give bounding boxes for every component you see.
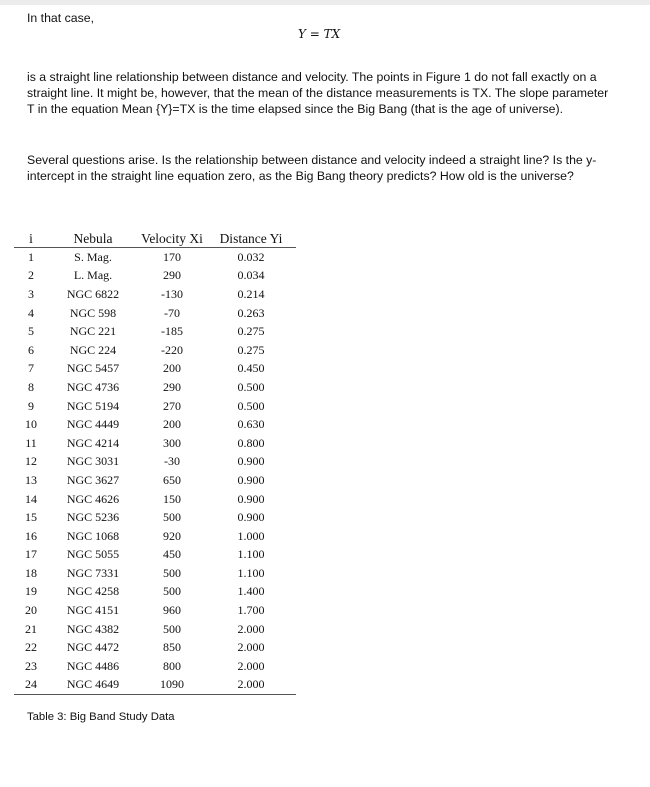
cell-nebula: NGC 4382 xyxy=(66,621,120,636)
table-caption: Table 3: Big Band Study Data xyxy=(27,711,175,723)
cell-distance: 1.400 xyxy=(237,584,265,599)
paragraph-2: Several questions arise. Is the relationship between distance and velocity indeed a straight line? Is the y-intercept in the straight line equation zero, as the Big Bang theory predicts? How old is the universe? xyxy=(27,153,597,183)
table-row xyxy=(14,564,296,583)
table-row xyxy=(14,527,296,546)
header-nebula: Nebula xyxy=(48,230,138,248)
cell-i: 16 xyxy=(25,528,37,543)
cell-nebula: NGC 598 xyxy=(69,305,117,320)
cell-velocity: 300 xyxy=(163,435,181,450)
cell-velocity: 290 xyxy=(163,379,181,394)
cell-distance: 2.000 xyxy=(206,676,296,695)
cell-distance: 0.800 xyxy=(237,435,265,450)
cell-distance: 0.500 xyxy=(237,398,265,413)
cell-velocity: 290 xyxy=(163,268,181,283)
header-i: i xyxy=(14,230,48,248)
cell-nebula: NGC 4649 xyxy=(48,676,138,695)
cell-nebula: NGC 4736 xyxy=(66,379,120,394)
cell-distance: 0.900 xyxy=(237,491,265,506)
table-row xyxy=(14,620,296,639)
cell-nebula: S. Mag. xyxy=(74,249,112,264)
cell-distance: 0.900 xyxy=(237,510,265,525)
cell-velocity: 500 xyxy=(163,565,181,580)
cell-i: 20 xyxy=(25,603,37,618)
cell-velocity: 850 xyxy=(163,640,181,655)
table-row xyxy=(14,304,296,323)
table-header-row xyxy=(14,230,296,248)
cell-nebula: NGC 5055 xyxy=(66,547,120,562)
table-row xyxy=(14,248,296,267)
cell-i: 13 xyxy=(25,472,37,487)
table-body xyxy=(14,248,296,695)
cell-nebula: NGC 5457 xyxy=(66,361,120,376)
cell-distance: 2.000 xyxy=(237,658,265,673)
table-row xyxy=(14,397,296,416)
cell-i: 22 xyxy=(25,640,37,655)
top-edge-bar xyxy=(0,0,650,5)
paragraph-1: is a straight line relationship between distance and velocity. The points in Figure 1 do not fall exactly on a straight line. It might be, however, that the mean of the distance measurements is TX. The slope parameter T in the equation Mean {Y}=TX is the time elapsed since the Big Bang (that is the age of universe). xyxy=(27,70,609,116)
intro-text: In that case, xyxy=(27,11,94,25)
cell-velocity: 500 xyxy=(163,621,181,636)
cell-velocity: 500 xyxy=(163,584,181,599)
table-row xyxy=(14,415,296,434)
cell-distance: 1.100 xyxy=(237,547,265,562)
cell-velocity: -185 xyxy=(161,324,183,339)
cell-nebula: NGC 3031 xyxy=(66,454,120,469)
cell-i: 11 xyxy=(25,435,37,450)
cell-distance: 0.275 xyxy=(237,342,265,357)
cell-nebula: NGC 4486 xyxy=(66,658,120,673)
cell-velocity: 270 xyxy=(163,398,181,413)
cell-velocity: 800 xyxy=(163,658,181,673)
equation: Y = TX xyxy=(298,27,341,41)
cell-i: 15 xyxy=(25,510,37,525)
cell-distance: 2.000 xyxy=(237,640,265,655)
cell-distance: 0.500 xyxy=(237,379,265,394)
cell-i: 21 xyxy=(25,621,37,636)
table-row xyxy=(14,638,296,657)
cell-nebula: NGC 221 xyxy=(69,324,117,339)
cell-velocity: 920 xyxy=(163,528,181,543)
cell-distance: 0.275 xyxy=(237,324,265,339)
cell-nebula: NGC 4626 xyxy=(66,491,120,506)
table-row xyxy=(14,676,296,695)
cell-nebula: NGC 6822 xyxy=(66,286,120,301)
cell-i: 9 xyxy=(28,398,34,413)
cell-velocity: 200 xyxy=(163,361,181,376)
cell-i: 24 xyxy=(14,676,48,695)
cell-nebula: NGC 4449 xyxy=(66,417,120,432)
cell-velocity: 150 xyxy=(163,491,181,506)
cell-distance: 1.700 xyxy=(237,603,265,618)
cell-velocity: 500 xyxy=(163,510,181,525)
table-row xyxy=(14,267,296,286)
cell-nebula: NGC 224 xyxy=(69,342,117,357)
table-row xyxy=(14,471,296,490)
header-distance: Distance Yi xyxy=(206,230,296,248)
cell-distance: 0.032 xyxy=(237,249,265,264)
table-row xyxy=(14,341,296,360)
cell-distance: 0.214 xyxy=(237,286,265,301)
cell-velocity: 1090 xyxy=(138,676,206,695)
table-row xyxy=(14,601,296,620)
table-row xyxy=(14,285,296,304)
cell-distance: 0.630 xyxy=(237,417,265,432)
cell-nebula: NGC 4214 xyxy=(66,435,120,450)
cell-velocity: 650 xyxy=(163,472,181,487)
cell-nebula: NGC 5236 xyxy=(66,510,120,525)
cell-velocity: -220 xyxy=(161,342,183,357)
cell-i: 19 xyxy=(25,584,37,599)
cell-i: 8 xyxy=(28,379,34,394)
cell-i: 5 xyxy=(28,324,34,339)
cell-i: 18 xyxy=(25,565,37,580)
cell-i: 3 xyxy=(28,286,34,301)
cell-velocity: 450 xyxy=(163,547,181,562)
cell-distance: 1.100 xyxy=(237,565,265,580)
cell-velocity: -70 xyxy=(164,305,180,320)
cell-nebula: NGC 4258 xyxy=(66,584,120,599)
cell-i: 4 xyxy=(28,305,34,320)
cell-i: 17 xyxy=(25,547,37,562)
cell-i: 12 xyxy=(25,454,37,469)
cell-distance: 0.900 xyxy=(237,454,265,469)
cell-velocity: 960 xyxy=(163,603,181,618)
table-row xyxy=(14,490,296,509)
cell-i: 6 xyxy=(28,342,34,357)
cell-distance: 1.000 xyxy=(237,528,265,543)
cell-i: 1 xyxy=(28,249,34,264)
cell-nebula: NGC 5194 xyxy=(66,398,120,413)
table-row xyxy=(14,434,296,453)
cell-i: 10 xyxy=(25,417,37,432)
cell-nebula: NGC 7331 xyxy=(66,565,120,580)
cell-distance: 0.900 xyxy=(237,472,265,487)
cell-velocity: 200 xyxy=(163,417,181,432)
cell-i: 14 xyxy=(25,491,37,506)
cell-nebula: NGC 4151 xyxy=(66,603,120,618)
cell-i: 2 xyxy=(28,268,34,283)
data-table xyxy=(14,230,296,695)
table-row xyxy=(14,360,296,379)
cell-distance: 0.263 xyxy=(237,305,265,320)
table-row xyxy=(14,322,296,341)
table-row xyxy=(14,378,296,397)
cell-nebula: NGC 4472 xyxy=(66,640,120,655)
cell-i: 7 xyxy=(28,361,34,376)
table-row xyxy=(14,546,296,565)
table-row xyxy=(14,508,296,527)
cell-nebula: NGC 3627 xyxy=(66,472,120,487)
table-row xyxy=(14,657,296,676)
cell-i: 23 xyxy=(25,658,37,673)
cell-distance: 0.450 xyxy=(237,361,265,376)
cell-distance: 2.000 xyxy=(237,621,265,636)
header-velocity: Velocity Xi xyxy=(138,230,206,248)
table-row xyxy=(14,583,296,602)
table-row xyxy=(14,453,296,472)
cell-velocity: 170 xyxy=(163,249,181,264)
cell-velocity: -30 xyxy=(164,454,180,469)
cell-velocity: -130 xyxy=(161,286,183,301)
cell-nebula: L. Mag. xyxy=(73,268,113,283)
cell-nebula: NGC 1068 xyxy=(66,528,120,543)
cell-distance: 0.034 xyxy=(237,268,265,283)
